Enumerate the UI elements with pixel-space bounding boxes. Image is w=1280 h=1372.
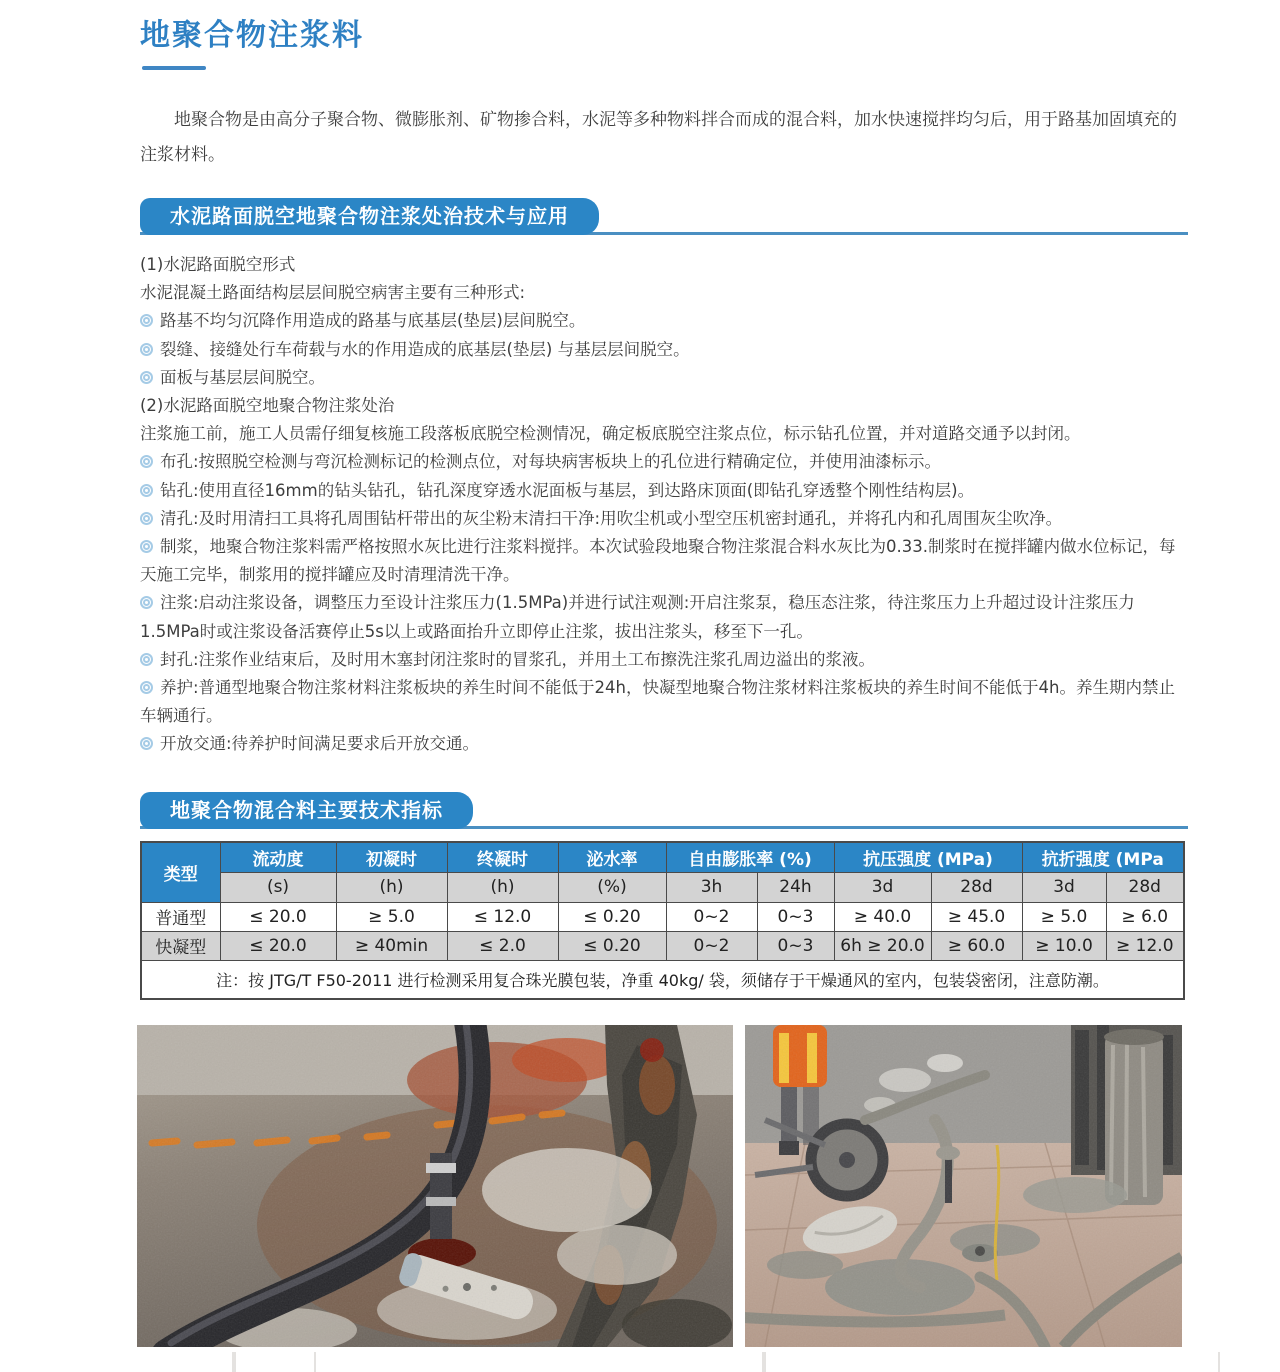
header-final-set: 终凝时	[447, 842, 558, 872]
paragraph-text: 布孔:按照脱空检测与弯沉检测标记的检测点位，对每块病害板块上的孔位进行精确定位，并使用油漆标示。	[160, 452, 942, 472]
paragraph-text: 路基不均匀沉降作用造成的路基与底基层(垫层)层间脱空。	[160, 311, 586, 331]
header-type: 类型	[141, 842, 220, 902]
cell: 6h ≥ 20.0	[834, 931, 931, 960]
body-paragraph	[140, 477, 1186, 505]
photo-grouting-construction-site	[745, 1025, 1182, 1347]
row-label: 快凝型	[141, 931, 220, 960]
paragraph-text: 水泥混凝土路面结构层层间脱空病害主要有三种形式:	[140, 283, 526, 303]
unit-28d-comp: 28d	[931, 872, 1022, 902]
header-compressive-strength: 抗压强度 (MPa)	[834, 842, 1022, 872]
body-paragraph	[140, 448, 1186, 476]
cell: ≤ 0.20	[558, 902, 666, 931]
paragraph-text: 清孔:及时用清扫工具将孔周围钻杆带出的灰尘粉末清扫干净:用吹尘机或小型空压机密封通孔，并将孔内和孔周围灰尘吹净。	[160, 508, 1063, 528]
tech-body-text	[140, 251, 1186, 759]
cell: ≥ 5.0	[1022, 902, 1106, 931]
paragraph-text: 开放交通:待养护时间满足要求后开放交通。	[160, 734, 480, 754]
cell: ≥ 60.0	[931, 931, 1022, 960]
cell: ≥ 40min	[336, 931, 447, 960]
unit-s: (s)	[220, 872, 336, 902]
body-paragraph	[140, 505, 1186, 533]
body-paragraph	[140, 589, 1186, 645]
technical-specs-table	[140, 841, 1185, 1000]
next-row-photo-edge	[314, 1352, 316, 1372]
paragraph-text: 制浆，地聚合物注浆料需严格按照水灰比进行注浆料搅拌。本次试验段地聚合物注浆混合料水灰比为0.33.制浆时在搅拌罐内做水位标记，每天施工完毕，制浆用的搅拌罐应及时清理清洗干净。	[140, 537, 1176, 585]
body-paragraph	[140, 336, 1186, 364]
cell: 0~2	[666, 902, 757, 931]
cell: ≤ 2.0	[447, 931, 558, 960]
table-row-normal-type	[141, 902, 1184, 931]
header-fluidity: 流动度	[220, 842, 336, 872]
cell: ≤ 20.0	[220, 902, 336, 931]
paragraph-text: 面板与基层层间脱空。	[160, 367, 325, 387]
body-paragraph	[140, 392, 1186, 420]
cell: ≥ 6.0	[1106, 902, 1184, 931]
intro-paragraph: 地聚合物是由高分子聚合物、微膨胀剂、矿物掺合料，水泥等多种物料拌合而成的混合料，加水快速搅拌均匀后，用于路基加固填充的注浆材料。	[140, 110, 1177, 165]
unit-h2: (h)	[447, 872, 558, 902]
construction-site-photo-graphic	[745, 1025, 1182, 1347]
grouting-hole-photo-graphic	[137, 1025, 733, 1347]
unit-28d-flex: 28d	[1106, 872, 1184, 902]
photo-grouting-hose-closeup	[137, 1025, 733, 1347]
cell: ≥ 10.0	[1022, 931, 1106, 960]
title-dash-decoration	[142, 66, 206, 70]
header-initial-set: 初凝时	[336, 842, 447, 872]
ring-bullet-icon	[140, 681, 153, 694]
body-paragraph	[140, 251, 1186, 279]
section-divider-specs	[140, 792, 1188, 829]
section-heading-tech: 水泥路面脱空地聚合物注浆处治技术与应用	[140, 198, 599, 235]
header-flexural-strength: 抗折强度 (MPa	[1022, 842, 1184, 872]
next-row-photo-edge	[762, 1352, 766, 1372]
page-title: 地聚合物注浆料	[140, 18, 364, 53]
cell: ≥ 45.0	[931, 902, 1022, 931]
table-row-rapid-type	[141, 931, 1184, 960]
cell: ≥ 5.0	[336, 902, 447, 931]
section-divider-tech	[140, 198, 1188, 235]
table-header-row-1	[141, 842, 1184, 872]
cell: 0~2	[666, 931, 757, 960]
section-heading-specs: 地聚合物混合料主要技术指标	[140, 792, 473, 829]
body-paragraph	[140, 279, 1186, 307]
paragraph-text: 养护:普通型地聚合物注浆材料注浆板块的养生时间不能低于24h，快凝型地聚合物注浆材料注浆板块的养生时间不能低于4h。养生期内禁止车辆通行。	[140, 678, 1175, 726]
unit-3h: 3h	[666, 872, 757, 902]
body-paragraph	[140, 646, 1186, 674]
ring-bullet-icon	[140, 484, 153, 497]
cell: 0~3	[757, 931, 834, 960]
paragraph-text: 注浆:启动注浆设备，调整压力至设计注浆压力(1.5MPa)并进行试注观测:开启注浆泵，稳压态注浆，待注浆压力上升超过设计注浆压力1.5MPa时或注浆设备活赛停止5s以上或路面抬升立即停止注浆，拔出注浆头，移至下一孔。	[140, 593, 1135, 641]
table-header-row-2	[141, 872, 1184, 902]
next-row-photo-edge	[1218, 1352, 1220, 1372]
paragraph-text: 裂缝、接缝处行车荷载与水的作用造成的底基层(垫层) 与基层层间脱空。	[160, 339, 690, 359]
ring-bullet-icon	[140, 371, 153, 384]
body-paragraph	[140, 420, 1186, 448]
body-paragraph	[140, 364, 1186, 392]
paragraph-text: (2)水泥路面脱空地聚合物注浆处治	[140, 396, 395, 416]
unit-3d-comp: 3d	[834, 872, 931, 902]
cell: ≤ 0.20	[558, 931, 666, 960]
paragraph-text: 封孔:注浆作业结束后，及时用木塞封闭注浆时的冒浆孔，并用土工布擦洗注浆孔周边溢出的浆液。	[160, 649, 876, 669]
unit-h1: (h)	[336, 872, 447, 902]
ring-bullet-icon	[140, 596, 153, 609]
ring-bullet-icon	[140, 512, 153, 525]
cell: ≥ 40.0	[834, 902, 931, 931]
ring-bullet-icon	[140, 455, 153, 468]
cell: ≤ 12.0	[447, 902, 558, 931]
body-paragraph	[140, 533, 1186, 589]
body-paragraph	[140, 674, 1186, 730]
paragraph-text: (1)水泥路面脱空形式	[140, 255, 296, 274]
unit-percent: (%)	[558, 872, 666, 902]
ring-bullet-icon	[140, 737, 153, 750]
unit-24h: 24h	[757, 872, 834, 902]
ring-bullet-icon	[140, 314, 153, 327]
cell: ≥ 12.0	[1106, 931, 1184, 960]
paragraph-text: 注浆施工前，施工人员需仔细复核施工段落板底脱空检测情况，确定板底脱空注浆点位，标示钻孔位置，并对道路交通予以封闭。	[140, 424, 1081, 444]
row-label: 普通型	[141, 902, 220, 931]
ring-bullet-icon	[140, 653, 153, 666]
paragraph-text: 钻孔:使用直径16mm的钻头钻孔，钻孔深度穿透水泥面板与基层，到达路床顶面(即钻孔穿透整个刚性结构层)。	[160, 480, 975, 500]
table-note: 注：按 JTG/T F50-2011 进行检测采用复合珠光膜包装，净重 40kg/ 袋，须储存于干燥通风的室内，包装袋密闭，注意防潮。	[141, 960, 1184, 999]
ring-bullet-icon	[140, 540, 153, 553]
table-note-row	[141, 960, 1184, 999]
body-paragraph	[140, 307, 1186, 335]
next-row-photo-edge	[232, 1352, 236, 1372]
unit-3d-flex: 3d	[1022, 872, 1106, 902]
cell: 0~3	[757, 902, 834, 931]
header-free-expansion: 自由膨胀率 (%)	[666, 842, 834, 872]
cell: ≤ 20.0	[220, 931, 336, 960]
body-paragraph	[140, 730, 1186, 758]
header-bleeding-rate: 泌水率	[558, 842, 666, 872]
ring-bullet-icon	[140, 343, 153, 356]
